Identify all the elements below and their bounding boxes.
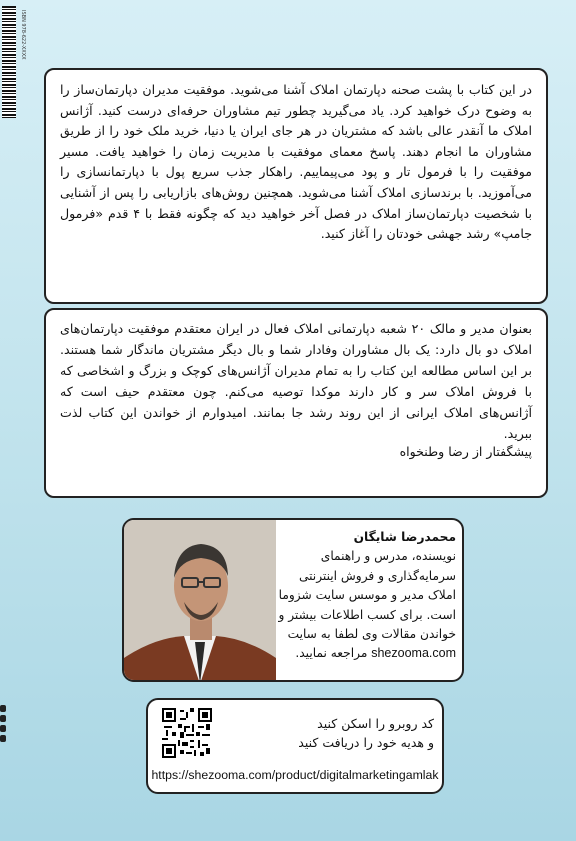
edge-marks (0, 705, 6, 745)
isbn-text: ISBN 978-622-XXXX (20, 10, 26, 60)
intro-box (44, 68, 548, 304)
qr-line-1: کد روبرو را اسکن کنید (317, 716, 434, 731)
qr-box (146, 698, 444, 794)
barcode (2, 6, 16, 118)
author-site-suffix: مراجعه نمایید. (295, 646, 368, 661)
foreword-paragraph: بعنوان مدیر و مالک ۲۰ شعبه دپارتمانی املاک فعال در ایران معتقدم موفقیت دپارتمان‌های املاک دو بال دارد: یک بال مشاوران وفادار شما و بال دیگر مشتریان ماندگار شما هستند. بر این اساس مطالعه این کتاب را به تمام مدیران آژانس‌های کوچک و بزرگ و اشخاصی که با فروش املاک سر و کار دارند موکدا توصیه می‌کنم. چون معتقدم حیف است که آژانس‌های املاک ایرانی از این روند رشد جا بمانند. امیدوارم از خواندن این کتاب لذت ببرید. (60, 321, 532, 441)
qr-code[interactable] (162, 708, 212, 758)
intro-paragraph: در این کتاب با پشت صحنه دپارتمان املاک آشنا می‌شوید. موفقیت مدیران دپارتمان‌ساز را به وضوح درک خواهید کرد. یاد می‌گیرید چطور تیم مشاوران حرفه‌ای درست کنید. آژانس املاک ما آنقدر عالی باشد که مشتریان در هر جای ایران یا دنیا، خرید ملک خود را از طریق مشاوران ما انجام دهند. پاسخ معمای موفقیت با مدیریت زمان را خواهید یافت. مسیر موفقیت را با فرمول تار و پود می‌پیماییم. راهکار جذب سریع پول با دپارتمانسازی را می‌آموزید. با برندسازی املاک آشنا می‌شوید. همچنین روش‌های بازاریابی را پس از آشنایی با شخصیت دپارتمان‌ساز املاک در فصل آخر خواهید دید که چگونه فقط با ۴ قدم «فرمول جامپ» رشد جهشی خودتان را آغاز کنید. (60, 82, 532, 242)
author-bio: نویسنده، مدرس و راهنمای سرمایه‌گذاری و فروش اینترنتی املاک مدیر و موسس سایت شزوما است. برای کسب اطلاعات بیشتر و خواندن مقالات وی لطفا به سایت (278, 549, 456, 642)
product-url[interactable]: https://shezooma.com/product/digitalmarketingamlak (151, 768, 439, 782)
author-info (276, 528, 456, 664)
author-site-line (276, 644, 456, 663)
author-box (122, 518, 464, 682)
foreword-signature: پیشگفتار از رضا وطنخواه (399, 444, 532, 459)
qr-line-2: و هدیه خود را دریافت کنید (298, 735, 434, 750)
author-photo (124, 520, 276, 682)
foreword-box (44, 308, 548, 498)
author-site-link[interactable]: shezooma.com (371, 646, 456, 661)
author-name: محمدرضا شایگان (353, 530, 456, 544)
qr-instructions (238, 714, 434, 752)
